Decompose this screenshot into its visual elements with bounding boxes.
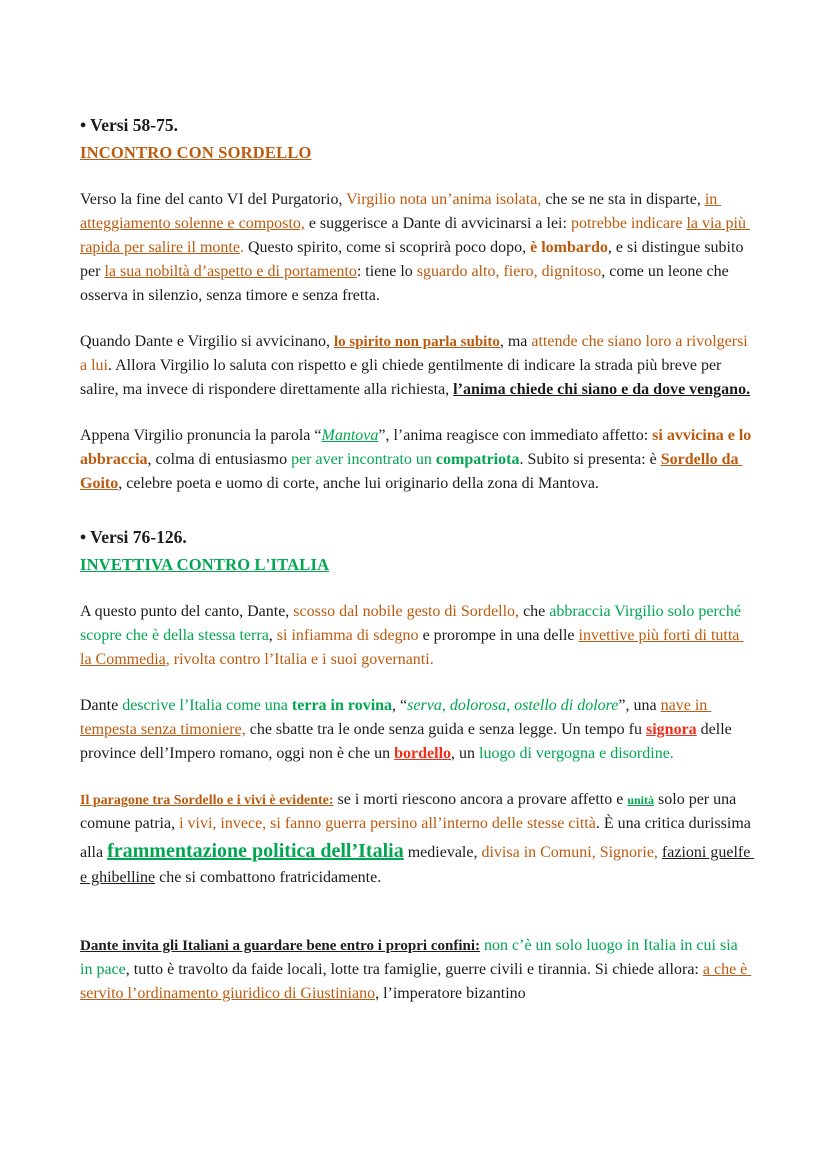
text-run: fazioni guelfe e ghibelline: [80, 844, 755, 886]
text-run: ”, una: [618, 697, 661, 714]
section-title: INVETTIVA CONTRO L'ITALIA: [80, 555, 330, 575]
text-run: medievale,: [403, 844, 482, 861]
text-run: per aver incontrato un: [291, 451, 436, 468]
text-run: Verso la fine del canto VI del Purgatorio,: [80, 191, 347, 208]
paragraph: [80, 600, 752, 672]
text-run: si infiamma di sdegno: [276, 627, 419, 644]
text-run: i vivi, invece, si fanno guerra persino all’interno delle stesse città: [179, 815, 596, 832]
text-run: , tutto è travolto da faide locali, lotte tra famiglie, guerre civili e tirannia. Si chiede allora:: [125, 961, 703, 978]
paragraph: [80, 694, 752, 766]
text-run: serva, dolorosa, ostello di dolore: [407, 697, 619, 714]
text-run: lo spirito non parla subito: [333, 334, 500, 350]
text-run: . Allora Virgilio lo saluta con rispetto e gli chiede gentilmente di indicare la strada più breve per salire, ma invece di rispondere direttamente alla richiesta,: [80, 357, 726, 398]
text-run: che sbatte tra le onde senza guida e senza legge. Un tempo fu: [245, 721, 646, 738]
text-run: unità: [627, 793, 655, 807]
text-run: scosso dal nobile gesto di Sordello,: [293, 603, 520, 620]
text-run: invettive più forti di tutta la Commedia: [80, 627, 744, 668]
text-run: Dante invita gli Italiani a guardare bene entro i propri confini:: [80, 938, 481, 954]
text-run: che si combattono fratricidamente.: [155, 869, 382, 886]
text-run: bordello: [394, 745, 452, 762]
text-run: Mantova: [321, 427, 379, 444]
text-run: che: [519, 603, 550, 620]
text-run: compatriota: [435, 451, 520, 468]
paragraph: [80, 330, 752, 402]
text-run: è lombardo: [530, 239, 608, 256]
text-run: . Subito si presenta: è: [519, 451, 661, 468]
text-run: Questo spirito, come si scoprirà poco dopo,: [243, 239, 531, 256]
text-run: Virgilio nota un’anima isolata,: [346, 191, 542, 208]
document-content: [80, 112, 756, 1006]
text-run: Quando Dante e Virgilio si avvicinano,: [80, 333, 334, 350]
text-run: sguardo alto, fiero, dignitoso: [416, 263, 602, 280]
text-run: , colma di entusiasmo: [147, 451, 292, 468]
text-run: se i morti riescono ancora a provare affetto e: [333, 791, 628, 808]
text-run: Sordello da Goito: [80, 451, 743, 492]
text-run: descrive l’Italia come una: [122, 697, 292, 714]
text-run: non c’è un solo luogo in Italia in cui sia in pace: [80, 937, 742, 978]
text-run: , celebre poeta e uomo di corte, anche lui originario della zona di Mantova.: [118, 475, 599, 492]
text-run: : tiene lo: [356, 263, 417, 280]
verse-heading: • Versi 58-75.: [80, 115, 179, 135]
text-run: la via più rapida per salire il monte: [80, 215, 750, 256]
section-title: INCONTRO CON SORDELLO: [80, 143, 312, 163]
text-run: si avvicina e lo abbraccia: [80, 427, 756, 468]
text-run: , un: [451, 745, 480, 762]
text-run: solo per una comune patria,: [80, 791, 741, 832]
text-run: terra in rovina: [291, 697, 393, 714]
text-run: e suggerisce a Dante di avvicinarsi a lei:: [304, 215, 571, 232]
text-run: delle province dell’Impero romano, oggi non è che un: [80, 721, 736, 762]
text-run: Il paragone tra Sordello e i vivi è evidente:: [80, 793, 334, 808]
paragraph: [80, 934, 752, 1006]
text-run: abbraccia Virgilio solo perché scopre che è della stessa terra: [80, 603, 745, 644]
text-run: , “: [392, 697, 408, 714]
text-run: .: [239, 239, 244, 256]
text-run: , l’imperatore bizantino: [375, 985, 526, 1002]
text-run: l’anima chiede chi siano e da dove vengano.: [453, 381, 751, 398]
text-run: la sua nobiltà d’aspetto e di portamento: [104, 263, 357, 280]
paragraph: [80, 424, 756, 496]
text-run: a che è servito l’ordinamento giuridico di Giustiniano: [80, 961, 752, 1002]
text-run: , come un leone che osserva in silenzio, senza timore e senza fretta.: [80, 263, 733, 304]
paragraph: [80, 188, 752, 308]
paragraph: [80, 788, 755, 890]
text-run: signora: [646, 721, 697, 738]
text-run: divisa in Comuni, Signorie,: [481, 844, 662, 861]
text-run: , e si distingue subito per: [80, 239, 748, 280]
text-run: nave in tempesta senza timoniere,: [80, 697, 712, 738]
verse-heading: • Versi 76-126.: [80, 527, 187, 547]
text-run: A questo punto del canto, Dante,: [80, 603, 294, 620]
text-run: , rivolta contro l’Italia e i suoi governanti.: [165, 651, 434, 668]
text-run: ”, l’anima reagisce con immediato affetto:: [378, 427, 653, 444]
text-run: e prorompe in una delle: [418, 627, 579, 644]
text-run: in atteggiamento solenne e composto,: [80, 191, 722, 232]
text-run: potrebbe indicare: [570, 215, 687, 232]
text-run: attende che siano loro a rivolgersi a lui: [80, 333, 752, 374]
text-run: che se ne sta in disparte,: [541, 191, 705, 208]
text-run: frammentazione politica dell’Italia: [107, 840, 404, 862]
text-run: , ma: [499, 333, 532, 350]
text-run: ,: [268, 627, 277, 644]
text-run: . È una critica durissima alla: [80, 815, 755, 861]
text-run: luogo di vergogna e disordine.: [479, 745, 674, 762]
text-run: Dante: [80, 697, 123, 714]
text-run: Appena Virgilio pronuncia la parola “: [80, 427, 322, 444]
